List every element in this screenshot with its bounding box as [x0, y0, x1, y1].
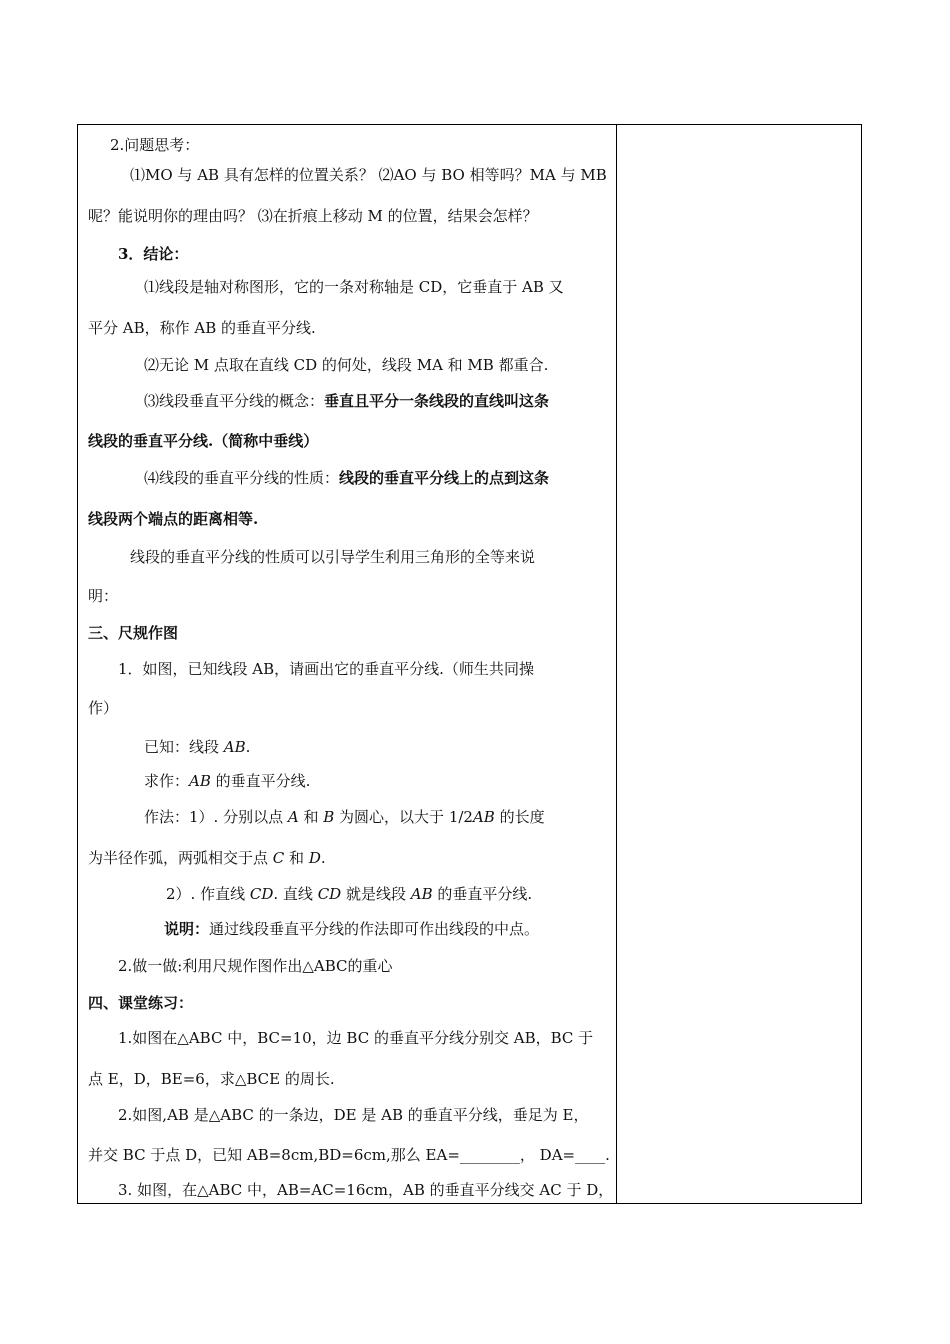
section-heading: 三、尺规作图 — [88, 624, 179, 642]
text-span: . — [245, 738, 251, 756]
math-var: CD — [317, 885, 342, 903]
math-var: AB — [189, 772, 211, 790]
content-cell — [78, 125, 616, 1203]
text-line: 2.问题思考： — [110, 136, 200, 154]
text-span: ⑷线段的垂直平分线的性质： — [144, 469, 340, 487]
text-line: ⑴MO 与 AB 具有怎样的位置关系？ ⑵AO 与 BO 相等吗？MA 与 MB — [130, 166, 607, 184]
text-line: 线段的垂直平分线的性质可以引导学生利用三角形的全等来说 — [130, 548, 536, 566]
text-span: 的垂直平分线. — [210, 772, 311, 790]
text-line: ⑵无论 M 点取在直线 CD 的何处，线段 MA 和 MB 都重合. — [144, 356, 549, 374]
text-line — [166, 884, 532, 904]
text-span: 就是线段 — [341, 885, 411, 903]
text-line — [88, 848, 326, 868]
math-var: D — [308, 849, 321, 867]
math-var: B — [323, 808, 335, 826]
text-span: . 直线 — [273, 885, 318, 903]
text-line — [144, 807, 545, 827]
text-line: 平分 AB，称作 AB 的垂直平分线. — [88, 319, 316, 337]
text-line: 明： — [88, 587, 119, 605]
text-span: 2）. 作直线 — [166, 885, 250, 903]
text-span: 求作： — [144, 772, 190, 790]
text-span: 的垂直平分线. — [432, 885, 533, 903]
math-var: A — [287, 808, 299, 826]
text-line — [144, 771, 310, 791]
bold-property: 线段的垂直平分线上的点到这条 — [339, 469, 550, 487]
text-line: 1．如图，已知线段 AB，请画出它的垂直平分线.（师生共同操 — [118, 660, 534, 678]
text-line: 作） — [88, 699, 119, 717]
text-line: 呢？能说明你的理由吗？ ⑶在折痕上移动 M 的位置，结果会怎样？ — [88, 207, 538, 225]
bold-definition: 垂直且平分一条线段的直线叫这条 — [324, 392, 550, 410]
text-line: 并交 BC 于点 D，已知 AB=8cm,BD=6cm,那么 EA=________， DA=____. — [88, 1146, 610, 1164]
text-span: 通过线段垂直平分线的作法即可作出线段的中点。 — [209, 920, 540, 938]
bold-property: 线段两个端点的距离相等. — [88, 510, 259, 528]
text-line: 点 E，D，BE=6，求△BCE 的周长. — [88, 1070, 335, 1088]
text-span: 为半径作弧，两弧相交于点 — [88, 849, 273, 867]
section-heading: 3．结论： — [118, 245, 189, 263]
column-divider — [616, 125, 617, 1203]
text-line — [164, 919, 539, 939]
text-line — [144, 468, 549, 488]
text-line: 1.如图在△ABC 中，BC=10，边 BC 的垂直平分线分别交 AB，BC 于 — [118, 1029, 594, 1047]
math-var: C — [272, 849, 285, 867]
text-line: 3. 如图，在△ABC 中，AB=AC=16cm，AB 的垂直平分线交 AC 于 D， — [118, 1181, 614, 1199]
text-span: 为圆心，以大于 1/2 — [334, 808, 473, 826]
section-heading: 四、课堂练习： — [88, 994, 194, 1012]
text-span: 作法：1）. 分别以点 — [144, 808, 288, 826]
lesson-table — [77, 124, 862, 1204]
text-span: 和 — [284, 849, 309, 867]
text-span: 和 — [298, 808, 324, 826]
text-line — [144, 737, 250, 757]
note-label: 说明： — [164, 920, 210, 938]
text-span: ⑶线段垂直平分线的概念： — [144, 392, 325, 410]
math-var: AB — [223, 738, 246, 756]
text-line: ⑴线段是轴对称图形，它的一条对称轴是 CD，它垂直于 AB 又 — [144, 278, 564, 296]
text-span: 已知：线段 — [144, 738, 224, 756]
text-line: 2.如图,AB 是△ABC 的一条边，DE 是 AB 的垂直平分线，垂足为 E， — [118, 1106, 589, 1124]
math-var: CD — [249, 885, 274, 903]
math-var: AB — [410, 885, 433, 903]
text-span: . — [320, 849, 326, 867]
text-line: 2.做一做:利用尺规作图作出△ABC的重心 — [118, 957, 393, 975]
bold-definition: 线段的垂直平分线.（简称中垂线） — [88, 432, 319, 450]
text-span: 的长度 — [494, 808, 545, 826]
math-var: AB — [472, 808, 495, 826]
text-line — [144, 391, 549, 411]
